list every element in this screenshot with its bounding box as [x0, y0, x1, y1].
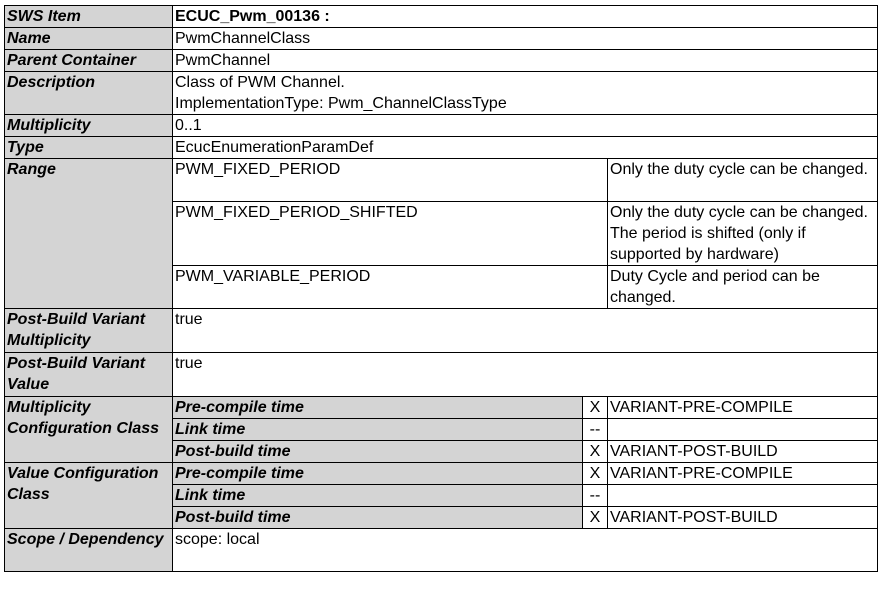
config-mark: X — [583, 397, 608, 419]
row-multiplicity — [5, 115, 878, 137]
multiplicity-value: 0..1 — [173, 115, 878, 137]
sws-item-value: ECUC_Pwm_00136 : — [173, 6, 878, 28]
description-line-1: Class of PWM Channel. — [175, 74, 345, 91]
config-variant: VARIANT-POST-BUILD — [608, 441, 878, 463]
scope-label: Scope / Dependency — [5, 529, 173, 572]
pb-variant-value-label: Post-Build Variant Value — [5, 353, 173, 397]
row-type — [5, 137, 878, 159]
config-phase: Post-build time — [173, 507, 583, 529]
config-phase: Link time — [173, 419, 583, 441]
config-variant: VARIANT-PRE-COMPILE — [608, 463, 878, 485]
range-item-desc: Duty Cycle and period can be changed. — [608, 266, 878, 309]
parent-container-value: PwmChannel — [173, 50, 878, 72]
description-value — [173, 72, 878, 115]
description-label: Description — [5, 72, 173, 115]
config-phase: Post-build time — [173, 441, 583, 463]
name-label: Name — [5, 28, 173, 50]
config-mark: X — [583, 507, 608, 529]
row-sws-item — [5, 6, 878, 28]
pb-variant-multiplicity-value: true — [173, 309, 878, 353]
row-mult-config-pre — [5, 397, 878, 419]
config-phase: Pre-compile time — [173, 397, 583, 419]
type-value: EcucEnumerationParamDef — [173, 137, 878, 159]
config-mark: X — [583, 463, 608, 485]
range-item-name: PWM_FIXED_PERIOD — [173, 159, 608, 202]
config-mark: -- — [583, 485, 608, 507]
row-name — [5, 28, 878, 50]
name-value: PwmChannelClass — [173, 28, 878, 50]
row-value-config-pre — [5, 463, 878, 485]
row-description — [5, 72, 878, 115]
sws-item-label: SWS Item — [5, 6, 173, 28]
row-parent-container — [5, 50, 878, 72]
multiplicity-config-label: Multiplicity Configuration Class — [5, 397, 173, 463]
config-mark: X — [583, 441, 608, 463]
range-item-desc: Only the duty cycle can be changed. — [608, 159, 878, 202]
pb-variant-value-value: true — [173, 353, 878, 397]
range-item-name: PWM_VARIABLE_PERIOD — [173, 266, 608, 309]
config-variant — [608, 419, 878, 441]
row-range-1 — [5, 159, 878, 202]
range-item-desc: Only the duty cycle can be changed. The period is shifted (only if supported by hardware) — [608, 202, 878, 266]
pb-variant-multiplicity-label: Post-Build Variant Multiplicity — [5, 309, 173, 353]
parent-container-label: Parent Container — [5, 50, 173, 72]
config-variant: VARIANT-PRE-COMPILE — [608, 397, 878, 419]
scope-value: scope: local — [173, 529, 878, 572]
config-mark: -- — [583, 419, 608, 441]
range-label: Range — [5, 159, 173, 309]
multiplicity-label: Multiplicity — [5, 115, 173, 137]
spec-table — [4, 5, 878, 572]
config-phase: Pre-compile time — [173, 463, 583, 485]
range-item-name: PWM_FIXED_PERIOD_SHIFTED — [173, 202, 608, 266]
type-label: Type — [5, 137, 173, 159]
config-phase: Link time — [173, 485, 583, 507]
config-variant — [608, 485, 878, 507]
row-pb-variant-multiplicity — [5, 309, 878, 353]
row-scope — [5, 529, 878, 572]
description-line-2: ImplementationType: Pwm_ChannelClassType — [175, 95, 507, 112]
row-pb-variant-value — [5, 353, 878, 397]
config-variant: VARIANT-POST-BUILD — [608, 507, 878, 529]
value-config-label: Value Configuration Class — [5, 463, 173, 529]
